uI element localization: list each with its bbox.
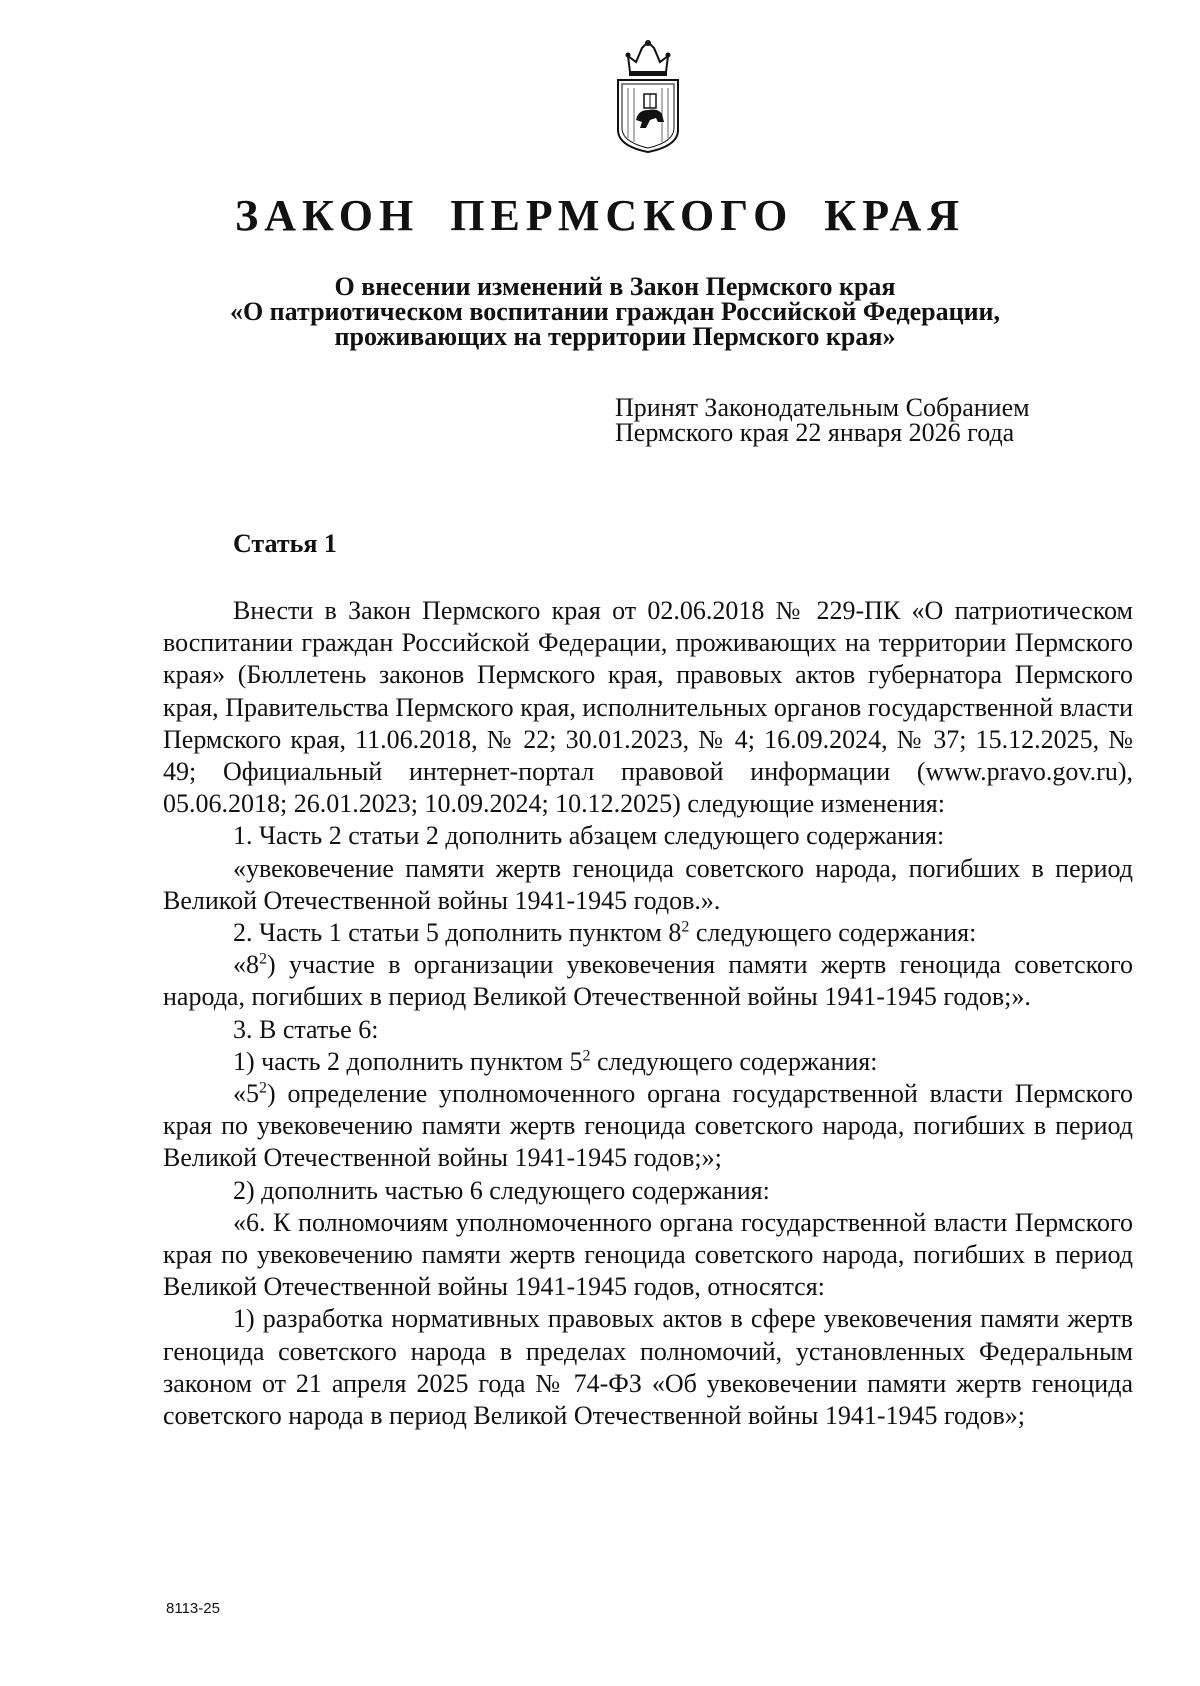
paragraph-text: следующего содержания: — [689, 918, 977, 948]
article-body — [163, 595, 1133, 1432]
document-code: 8113-25 — [166, 1600, 220, 1617]
paragraph-text: следующего содержания: — [590, 1046, 878, 1076]
law-title: ЗАКОН ПЕРМСКОГО КРАЯ — [234, 191, 966, 240]
article-paragraph — [163, 1046, 1133, 1078]
adoption-line: Пермского края 22 января 2026 года — [615, 418, 1015, 447]
adoption-note — [615, 395, 1095, 445]
perm-krai-coat-of-arms-icon — [610, 38, 686, 154]
paragraph-text: «6. К полномочиям уполномоченного органа государственной власти Пермского края по увековечению памяти жертв геноцида советского народа, погибших в период Великой Отечественной войны 1941-1945 годов, относятся: — [163, 1207, 1133, 1302]
paragraph-text: 2) дополнить частью 6 следующего содержания: — [233, 1175, 770, 1205]
superscript-index: 2 — [259, 1079, 267, 1097]
article-paragraph — [163, 820, 1133, 852]
article-paragraph — [163, 1014, 1133, 1046]
article-paragraph — [163, 1207, 1133, 1304]
paragraph-text: «5 — [233, 1079, 259, 1109]
paragraph-text: ) участие в организации увековечения памяти жертв геноцида советского народа, погибших в период Великой Отечественной войны 1941-1945 годов;». — [163, 950, 1133, 1012]
law-subtitle — [150, 274, 1080, 349]
paragraph-text: 1. Часть 2 статьи 2 дополнить абзацем следующего содержания: — [233, 821, 945, 851]
article-paragraph — [163, 1303, 1133, 1432]
paragraph-text: 1) разработка нормативных правовых актов в сфере увековечения памяти жертв геноцида советского народа в пределах полномочий, установленных Федеральным законом от 21 апреля 2025 года № 74-ФЗ «Об увековечении памяти жертв геноцида советского народа в период Великой Отечественной войны 1941-1945 годов»; — [163, 1304, 1133, 1431]
subtitle-line: «О патриотическом воспитании граждан Российской Федерации, — [229, 297, 1001, 326]
article-paragraph — [163, 917, 1133, 949]
paragraph-text: ) определение уполномоченного органа государственной власти Пермского края по увековечению памяти жертв геноцида советского народа, погибших в период Великой Отечественной войны 1941-1945 годов;»; — [163, 1079, 1133, 1173]
subtitle-line: О внесении изменений в Закон Пермского края — [334, 272, 896, 301]
article-paragraph — [163, 1078, 1133, 1175]
paragraph-text: «8 — [233, 950, 259, 980]
article-paragraph — [163, 1175, 1133, 1207]
adoption-line: Принят Законодательным Собранием — [615, 393, 1030, 422]
article-paragraph — [163, 949, 1133, 1013]
paragraph-text: 3. В статье 6: — [233, 1014, 379, 1044]
article-paragraph — [163, 595, 1133, 820]
paragraph-text: Внести в Закон Пермского края от 02.06.2018 № 229-ПК «О патриотическом воспитании граждан Российской Федерации, проживающих на территории Пермского края» (Бюллетень законов Пермского края, правовых актов губернатора Пермского края, Правительства Пермского края, исполнительных органов государственной власти Пермского края, 11.06.2018, № 22; 30.01.2023, № 4; 16.09.2024, № 37; 15.12.2025, № 49; Официальный интернет-портал правовой информации (www.pravo.gov.ru), 05.06.2018; 26.01.2023; 10.09.2024; 10.12.2025) следующие изменения: — [163, 596, 1133, 819]
paragraph-text: «увековечение памяти жертв геноцида советского народа, погибших в период Великой Отечественной войны 1941-1945 годов.». — [163, 853, 1133, 915]
paragraph-text: 2. Часть 1 статьи 5 дополнить пунктом 8 — [233, 918, 682, 948]
superscript-index: 2 — [582, 1047, 591, 1065]
paragraph-text: 1) часть 2 дополнить пунктом 5 — [233, 1046, 583, 1076]
article-title: Статья 1 — [233, 529, 337, 558]
superscript-index: 2 — [681, 918, 690, 936]
subtitle-line: проживающих на территории Пермского края» — [334, 322, 896, 351]
article-paragraph — [163, 853, 1133, 917]
superscript-index: 2 — [259, 950, 267, 968]
